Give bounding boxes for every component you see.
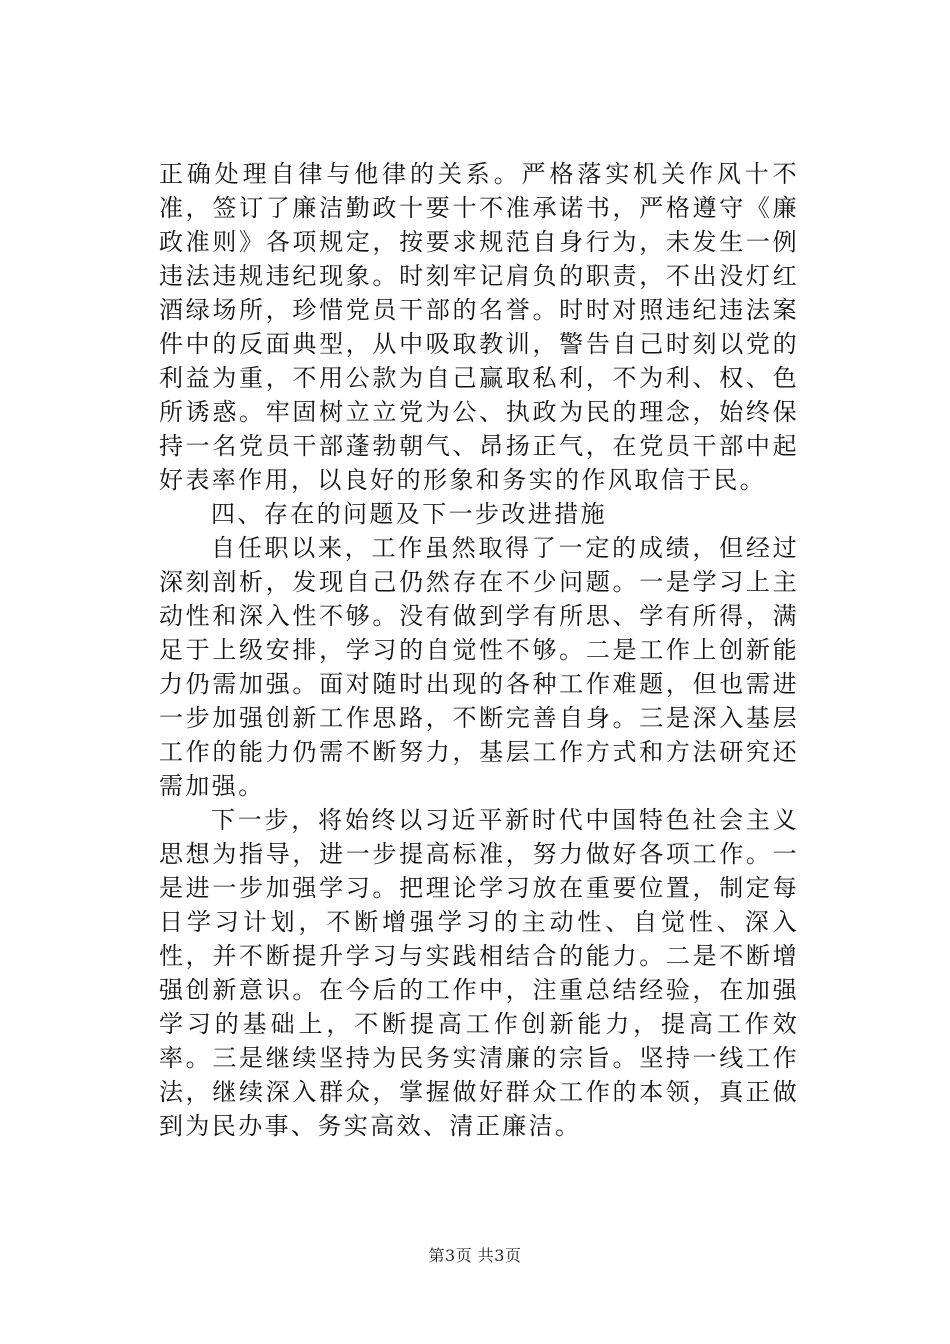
paragraph-problems: 自任职以来，工作虽然取得了一定的成绩，但经过深刻剖析，发现自己仍然存在不少问题。一是学习上主动性和深入性不够。没有做到学有所思、学有所得，满足于上级安排，学习的自觉性不够。二是工作上创新能力仍需加强。面对随时出现的各种工作难题，但也需进一步加强创新工作思路，不断完善自身。三是深入基层工作的能力仍需不断努力，基层工作方式和方法研究还需加强。 [159, 534, 799, 800]
page-footer: 第3页 共3页 [428, 1246, 522, 1265]
section-heading: 四、存在的问题及下一步改进措施 [211, 500, 607, 528]
paragraph-next-steps: 下一步，将始终以习近平新时代中国特色社会主义思想为指导，进一步提高标准，努力做好各项工作。一是进一步加强学习。把理论学习放在重要位置，制定每日学习计划，不断增强学习的主动性、自觉性、深入性，并不断提升学习与实践相结合的能力。二是不断增强创新意识。在今后的工作中，注重总结经验，在加强学习的基础上，不断提高工作创新能力，提高工作效率。三是继续坚持为民务实清廉的宗旨。坚持一线工作法，继续深入群众，掌握做好群众工作的本领，真正做到为民办事、务实高效、清正廉洁。 [159, 806, 799, 1140]
document-body [159, 157, 799, 1143]
paragraph-continuation: 正确处理自律与他律的关系。严格落实机关作风十不准，签订了廉洁勤政十要十不准承诺书，严格遵守《廉政准则》各项规定，按要求规范自身行为，未发生一例违法违规违纪现象。时刻牢记肩负的职责，不出没灯红酒绿场所，珍惜党员干部的名誉。时时对照违纪违法案件中的反面典型，从中吸取教训，警告自己时刻以党的利益为重，不用公款为自己赢取私利，不为利、权、色所诱惑。牢固树立立党为公、执政为民的理念，始终保持一名党员干部蓬勃朝气、昂扬正气，在党员干部中起好表率作用，以良好的形象和务实的作风取信于民。 [159, 160, 799, 494]
